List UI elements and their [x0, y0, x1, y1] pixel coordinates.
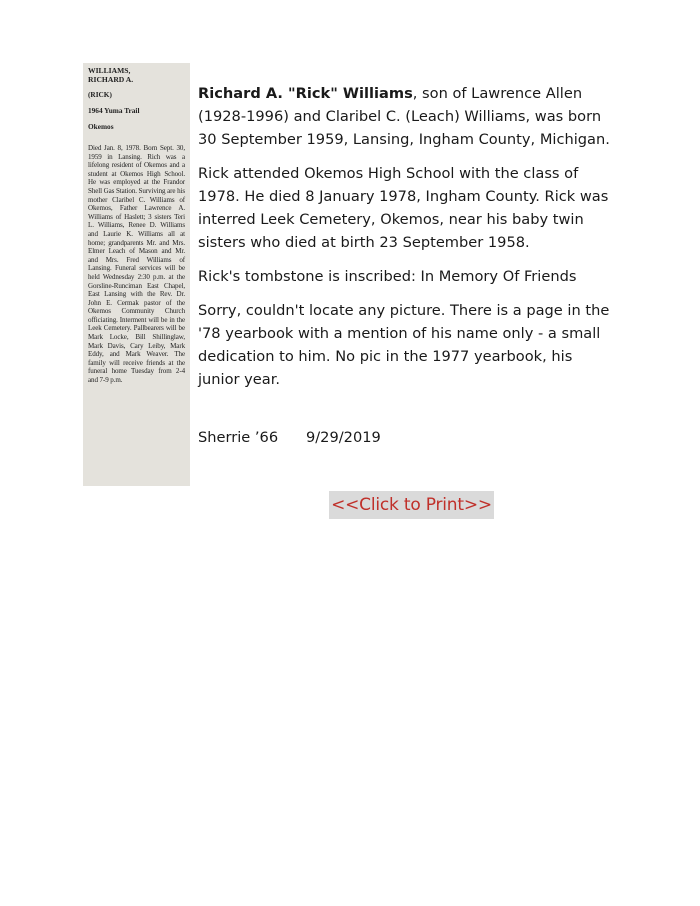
- article-lead-name: Richard A. "Rick" Williams: [198, 85, 413, 102]
- article-paragraph-school: Rick attended Okemos High School with the class of 1978. He died 8 January 1978, Ingham County. Rick was interred Leek Cemetery, Okemos, near his baby twin sisters who died at birth 23 September 1958.: [198, 165, 609, 251]
- signature-date: 9/29/2019: [305, 429, 381, 446]
- clipping-city: Okemos: [88, 122, 114, 131]
- article-paragraph-intro: [198, 82, 618, 151]
- clipping-name-line2: RICHARD A.: [88, 75, 134, 84]
- signature: [198, 428, 381, 448]
- signature-author: Sherrie ’66: [198, 429, 279, 446]
- article-intro-text: , son of Lawrence Allen (1928-1996) and Claribel C. (Leach) Williams, was born 30 September 1959, Lansing, Ingham County, Michigan.: [198, 85, 610, 148]
- article-paragraph-yearbook: Sorry, couldn't locate any picture. There is a page in the '78 yearbook with a mention of his name only - a small dedication to him. No pic in the 1977 yearbook, his junior year.: [198, 302, 610, 388]
- clipping-address: 1964 Yuma Trail: [88, 106, 140, 115]
- print-button[interactable]: <<Click to Print>>: [329, 491, 494, 519]
- article: [198, 82, 618, 402]
- clipping-body: Died Jan. 8, 1978. Born Sept. 30, 1959 in Lansing. Rich was a lifelong resident of Okemos and a student at Okemos High School. He was employed at the Frandor Shell Gas Station. Surviving are his mother Claribel C. Williams of Okemos, Father Lawrence A. Williams of Haslett; 3 sisters Teri L. Williams, Renee D. Williams and Laurie K. Williams all at home; grandparents Mr. and Mrs. Elmer Leach of Mason and Mr. and Mrs. Fred Williams of Lansing. Funeral services will be held Wednesday 2:30 p.m. at the Gorsline-Runciman East Chapel, East Lansing with the Rev. Dr. John E. Cermak pastor of the Okemos Community Church officiating. Interment will be in the Leek Cemetery. Pallbearers will be Mark Locke, Bill Shillinglaw, Mark Davis, Cary Leiby, Mark Eddy, and Mark Weaver. The family will receive friends at the funeral home Tuesday from 2-4 and 7-9 p.m.: [88, 144, 186, 385]
- obituary-clipping: [83, 63, 190, 486]
- article-paragraph-tombstone: Rick's tombstone is inscribed: In Memory Of Friends: [198, 268, 577, 285]
- clipping-nickname: (RICK): [88, 90, 112, 99]
- clipping-name-line1: WILLIAMS,: [88, 66, 131, 75]
